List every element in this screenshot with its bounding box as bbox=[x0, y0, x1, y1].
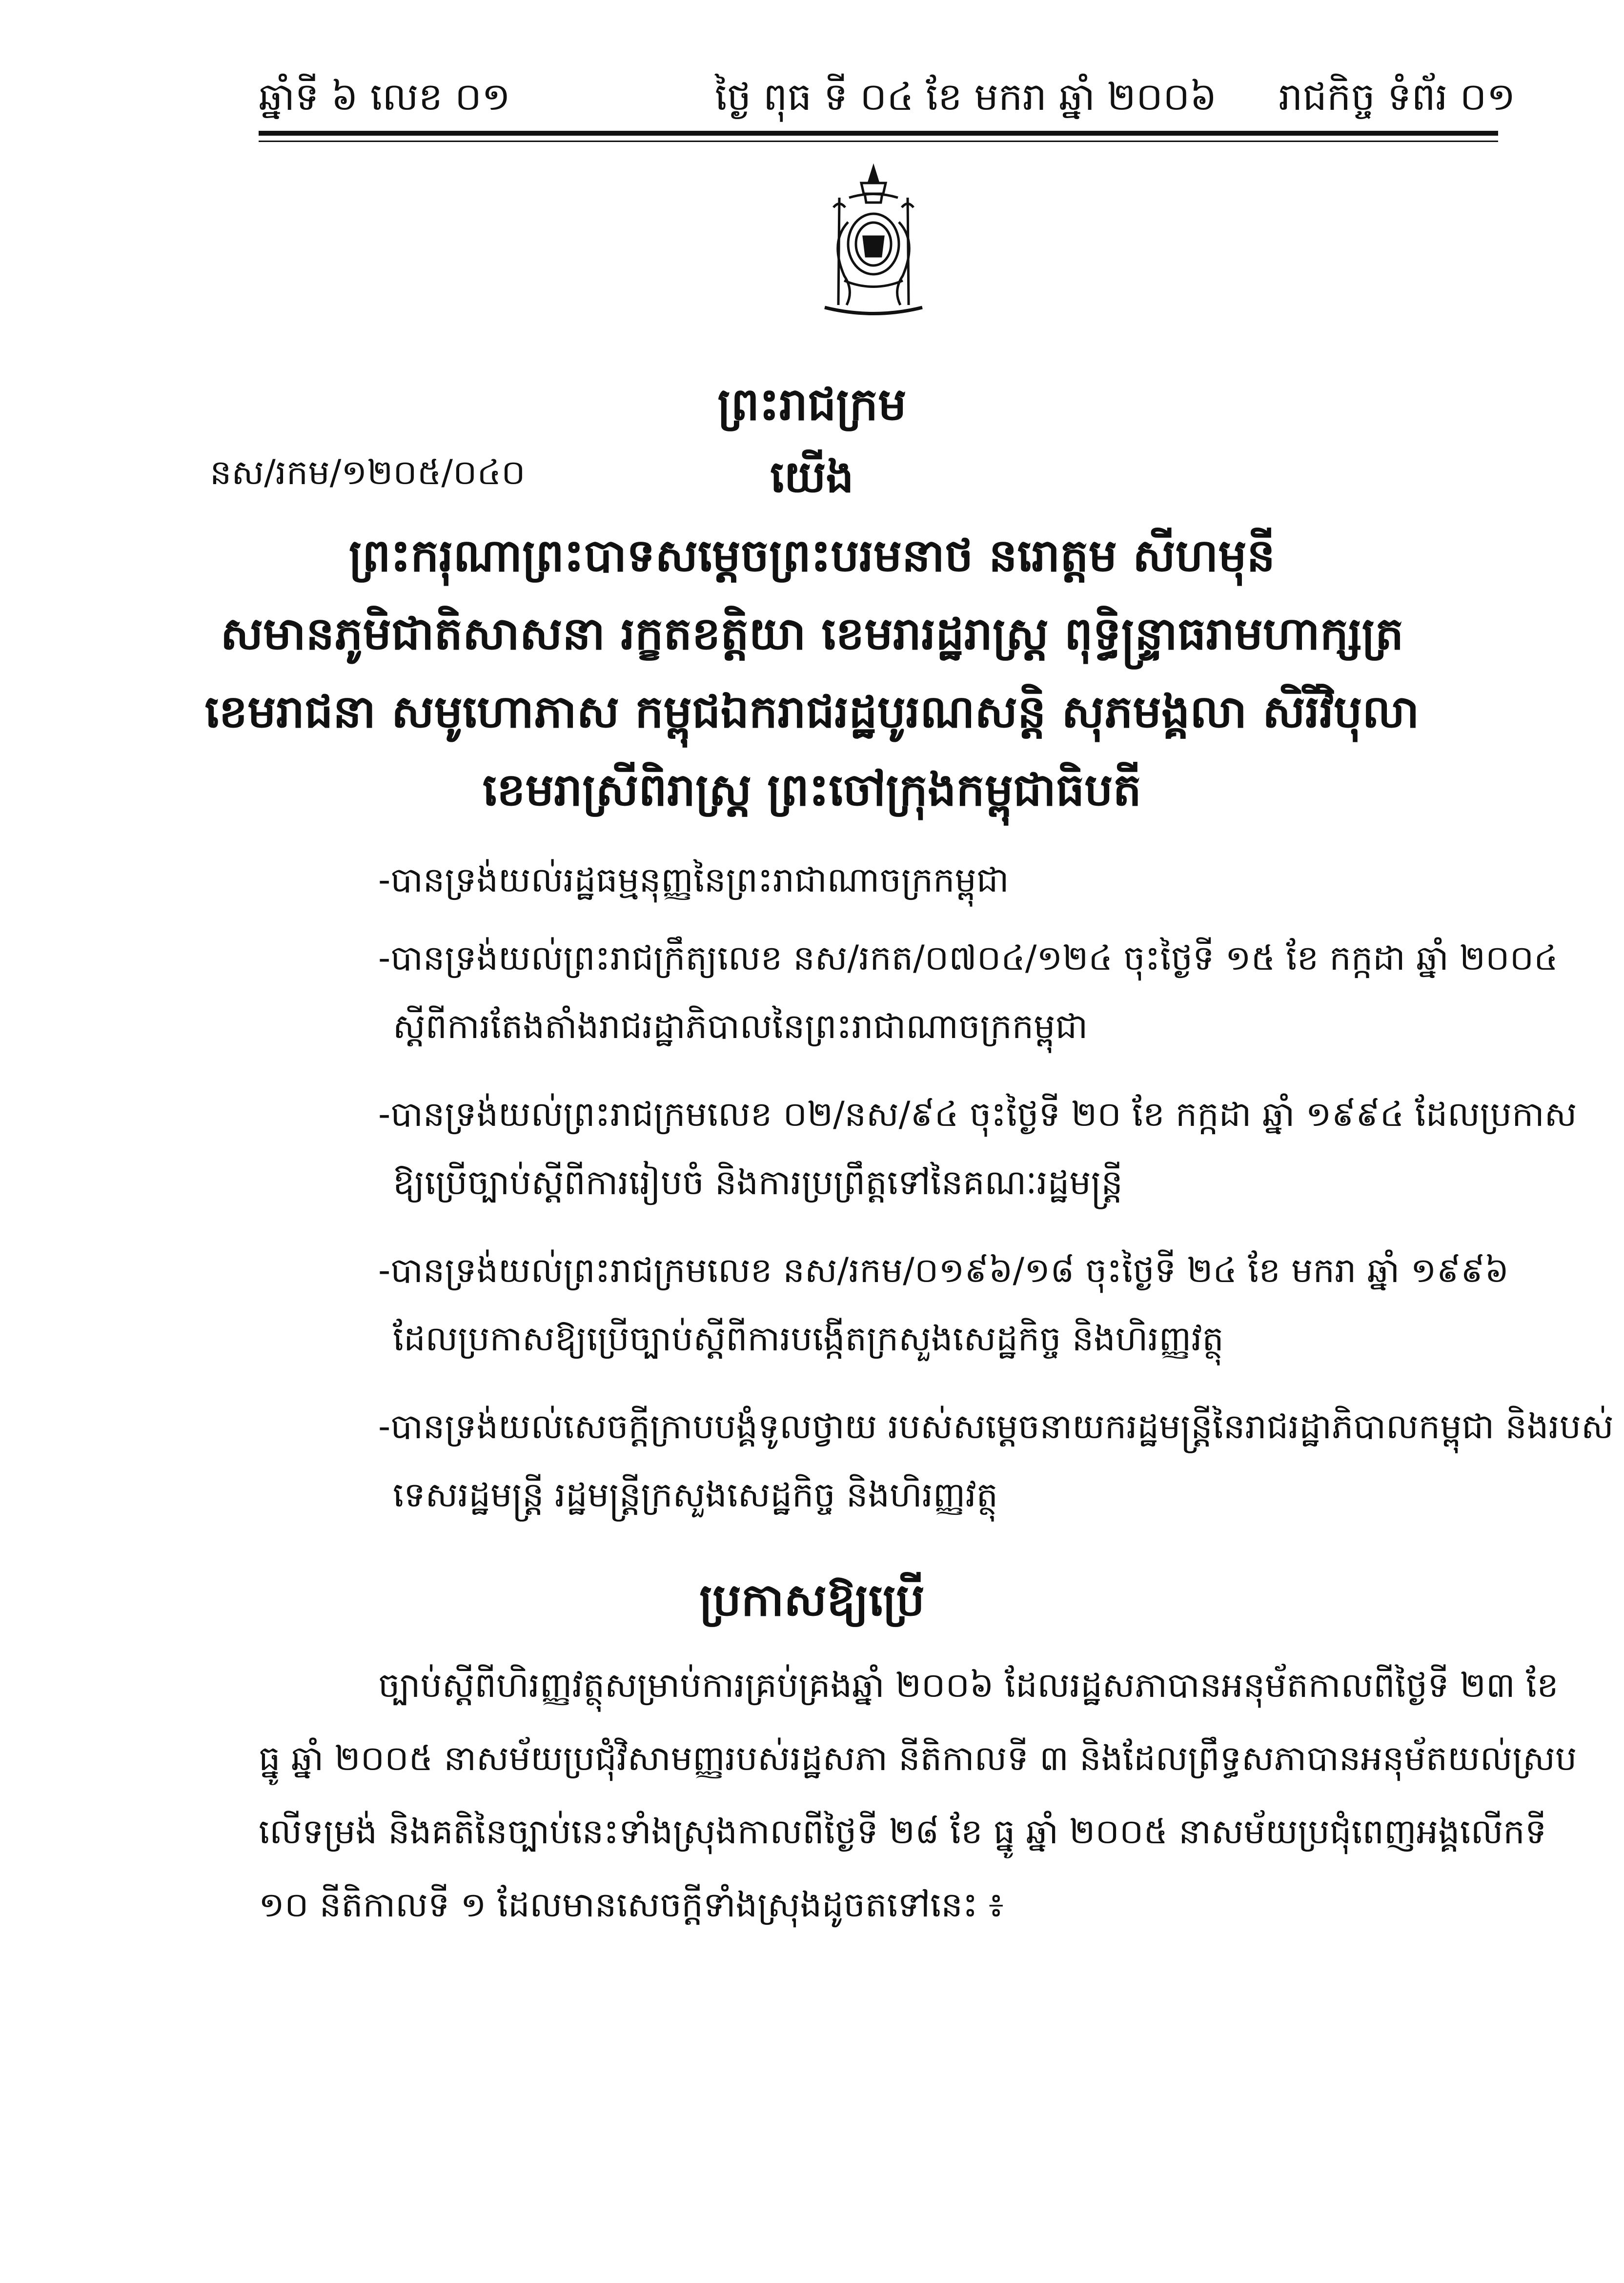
body-text-line: ធ្នូ ឆ្នាំ ២០០៥ នាសម័យប្រជុំវិសាមញ្ញរបស់រដ្ឋសភា នីតិកាលទី ៣ និងដែលព្រឹទ្ធសភាបានអនុម័តយល់ស្រប bbox=[259, 1738, 1577, 1778]
consideration-line: ឱ្យប្រើច្បាប់ស្តីពីការរៀបចំ និងការប្រព្រឹត្តទៅនៃគណៈរដ្ឋមន្ត្រី bbox=[393, 1162, 1123, 1203]
header-rule-thin bbox=[259, 141, 1498, 142]
body-text-line: ១០ នីតិកាលទី ១ ដែលមានសេចក្តីទាំងស្រុងដូចតទៅនេះ ៖ bbox=[259, 1885, 1004, 1925]
consideration-line: ស្តីពីការតែងតាំងរាជរដ្ឋាភិបាលនៃព្រះរាជាណាចក្រកម្ពុជា bbox=[393, 1006, 1088, 1046]
consideration-line: ដែលប្រកាសឱ្យប្រើច្បាប់ស្តីពីការបង្កើតក្រសួងសេដ្ឋកិច្ច និងហិរញ្ញវត្ថុ bbox=[393, 1319, 1224, 1359]
royal-title-line: ខេមរាជនា សមូហោភាស កម្ពុជឯករាជរដ្ឋបូរណសន្តិ សុភមង្គលា សិរីវិបុលា bbox=[204, 686, 1420, 738]
body-text-line: លើទម្រង់ និងគតិនៃច្បាប់នេះទាំងស្រុងកាលពីថ្ងៃទី ២៨ ខែ ធ្នូ ឆ្នាំ ២០០៥ នាសម័យប្រជុំពេញអង្គលើកទី bbox=[259, 1812, 1547, 1852]
body-text-line: ច្បាប់ស្តីពីហិរញ្ញវត្ថុសម្រាប់ការគ្រប់គ្រងឆ្នាំ ២០០៦ ដែលរដ្ឋសភាបានអនុម័តកាលពីថ្ងៃទី ២៣ ខែ bbox=[378, 1665, 1559, 1705]
consideration-line: -បានទ្រង់យល់សេចក្តីក្រាបបង្គំទូលថ្វាយ របស់សម្តេចនាយករដ្ឋមន្ត្រីនៃរាជរដ្ឋាភិបាលកម្ពុជា និងរបស់ bbox=[378, 1406, 1614, 1447]
royal-title-line: ខេមរាស្រីពិរាស្ត្រ ព្រះចៅក្រុងកម្ពុជាធិបតី bbox=[482, 764, 1142, 816]
consideration-line: -បានទ្រង់យល់រដ្ឋធម្មនុញ្ញនៃព្រះរាជាណាចក្រកម្ពុជា bbox=[378, 860, 1009, 900]
document-title: ព្រះរាជក្រម bbox=[717, 378, 907, 430]
gazette-date: ថ្ងៃ ពុធ ទី ០៤ ខែ មករា ឆ្នាំ ២០០៦ bbox=[715, 75, 1217, 119]
gazette-issue: ឆ្នាំទី ៦ លេខ ០១ bbox=[259, 75, 511, 119]
royal-title-line: ព្រះករុណាព្រះបាទសម្តេចព្រះបរមនាថ នរោត្តម សីហមុនី bbox=[348, 530, 1276, 582]
royal-coat-of-arms-icon bbox=[810, 163, 937, 325]
gazette-page: រាជកិច្ច ទំព័រ ០១ bbox=[1279, 75, 1516, 119]
we-heading: យើង bbox=[770, 451, 854, 503]
consideration-line: -បានទ្រង់យល់ព្រះរាជក្រមលេខ នស/រកម/០១៩៦/១៨ ចុះថ្ងៃទី ២៤ ខែ មករា ឆ្នាំ ១៩៩៦ bbox=[378, 1250, 1509, 1290]
header-rule-thick bbox=[259, 131, 1498, 136]
consideration-line: -បានទ្រង់យល់ព្រះរាជក្រមលេខ ០២/នស/៩៤ ចុះថ្ងៃទី ២០ ខែ កក្កដា ឆ្នាំ ១៩៩៤ ដែលប្រកាស bbox=[378, 1094, 1577, 1134]
decree-reference-number: នស/រកម/១២០៥/០៤០ bbox=[210, 452, 526, 492]
consideration-line: -បានទ្រង់យល់ព្រះរាជក្រឹត្យលេខ នស/រកត/០៧០៤/១២៤ ចុះថ្ងៃទី ១៥ ខែ កក្កដា ឆ្នាំ ២០០៤ bbox=[378, 938, 1558, 978]
royal-title-line: សមានភូមិជាតិសាសនា រក្ខតខត្តិយា ខេមរារដ្ឋរាស្ត្រ ពុទ្ធិន្ទ្រាធរាមហាក្សត្រ bbox=[220, 608, 1404, 660]
promulgation-heading: ប្រកាសឱ្យប្រើ bbox=[699, 1574, 925, 1626]
consideration-line: ទេសរដ្ឋមន្ត្រី រដ្ឋមន្ត្រីក្រសួងសេដ្ឋកិច្ច និងហិរញ្ញវត្ថុ bbox=[393, 1475, 998, 1515]
